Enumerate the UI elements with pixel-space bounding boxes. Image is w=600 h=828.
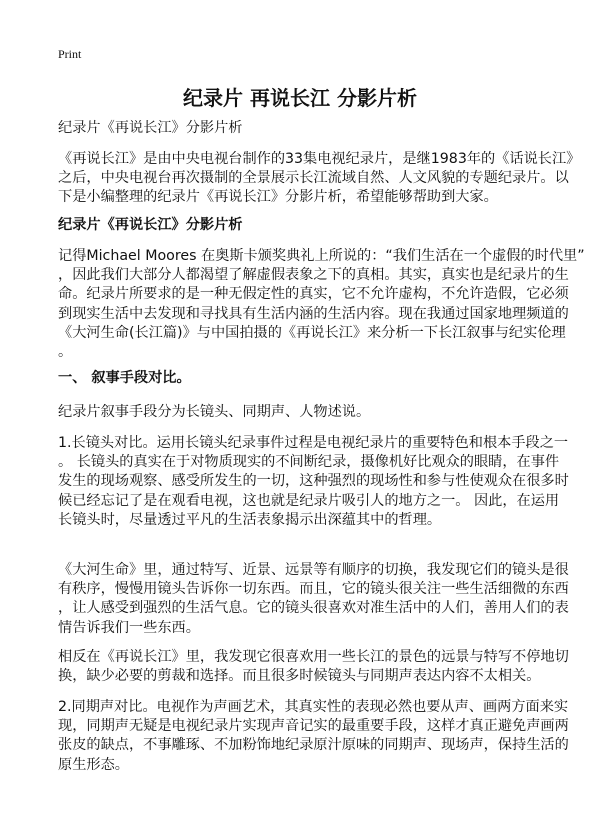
text-line: 下是小编整理的纪录片《再说长江》分影片析，希望能够帮助到大家。 — [58, 189, 498, 206]
text-line: 《大河生命(长江篇)》与中国拍摄的《再说长江》来分析一下长江叙事与纪实伦理 — [58, 324, 566, 341]
text-line: 。 长镜头的真实在于对物质现实的不间断纪录，摄像机好比观众的眼睛，在事件 — [58, 454, 560, 471]
text-line: 1.长镜头对比。运用长镜头纪录事件过程是电视纪录片的重要特色和根本手段之一 — [58, 435, 569, 451]
text-line: ，因此我们大部分人都渴望了解虚假表象之下的真相。其实，真实也是纪录片的生 — [58, 267, 569, 284]
text-line: 命。纪录片所要求的是一种无假定性的真实，它不允许虚构，不允许造假，它必须 — [58, 286, 569, 303]
text-line: 之后，中央电视台再次摄制的全景展示长江流域自然、人文风貌的专题纪录片。以 — [58, 170, 569, 187]
text-line: 纪录片叙事手段分为长镜头、同期声、人物述说。 — [58, 404, 371, 420]
intro-paragraph — [58, 150, 581, 208]
subtitle: 纪录片《再说长江》分影片析 — [58, 120, 243, 136]
print-link[interactable]: Print — [58, 47, 82, 61]
text-line: 相反在《再说长江》里，我发现它很喜欢用一些长江的景色的远景与特写不停地切 — [58, 649, 569, 665]
page-title: 纪录片 再说长江 分影片析 — [183, 86, 417, 110]
text-line: 张皮的缺点，不事雕琢、不加粉饰地纪录原汁原味的同期声、现场声，保持生活的 — [58, 737, 569, 754]
text-line: 记得Michael Moores 在奥斯卡颁奖典礼上所说的：“我们生活在一个虚假的时代里” — [58, 248, 585, 264]
text-line: 发生的现场观察、感受所发生的一切，这种强烈的现场性和参与性使观众在很多时 — [58, 473, 569, 490]
paragraph — [58, 648, 569, 686]
text-line: 有秩序，慢慢用镜头告诉你一切东西。而且，它的镜头很关注一些生活细微的东西 — [58, 581, 569, 598]
paragraph — [58, 403, 558, 422]
paragraph — [58, 247, 585, 362]
text-line: 换，缺少必要的剪裁和选择。而且很多时候镜头与同期声表达内容不太相关。 — [58, 668, 541, 685]
paragraph — [58, 434, 569, 530]
text-line: 2.同期声对比。电视作为声画艺术，其真实性的表现必然也要从声、画两方面来实 — [58, 699, 569, 715]
section-heading: 一、 叙事手段对比。 — [58, 370, 191, 386]
text-line: 到现实生活中去发现和寻找具有生活内涵的生活内容。现在我通过国家地理频道的 — [58, 305, 569, 322]
text-line: 《大河生命》里，通过特写、近景、远景等有顺序的切换，我发现它们的镜头是很 — [58, 562, 569, 578]
text-line: 候已经忘记了是在观看电视，这也就是纪录片吸引人的地方之一。 因此，在运用 — [58, 492, 560, 509]
text-line: 《再说长江》是由中央电视台制作的33集电视纪录片，是继1983年的《话说长江》 — [58, 151, 581, 167]
text-line: 现，同期声无疑是电视纪录片实现声音记实的最重要手段，这样才真正避免声画两 — [58, 718, 569, 735]
text-line: 。 — [58, 343, 73, 360]
text-line: 情告诉我们一些东西。 — [58, 619, 200, 636]
text-line: ，让人感受到强烈的生活气息。它的镜头很喜欢对准生活中的人们，善用人们的表 — [58, 600, 569, 617]
paragraph — [58, 698, 569, 775]
text-line: 原生形态。 — [58, 756, 129, 773]
paragraph — [58, 561, 569, 638]
text-line: 长镜头时，尽量透过平凡的生活表象揭示出深蕴其中的哲理。 — [58, 511, 442, 528]
section-heading: 纪录片《再说长江》分影片析 — [58, 217, 243, 233]
